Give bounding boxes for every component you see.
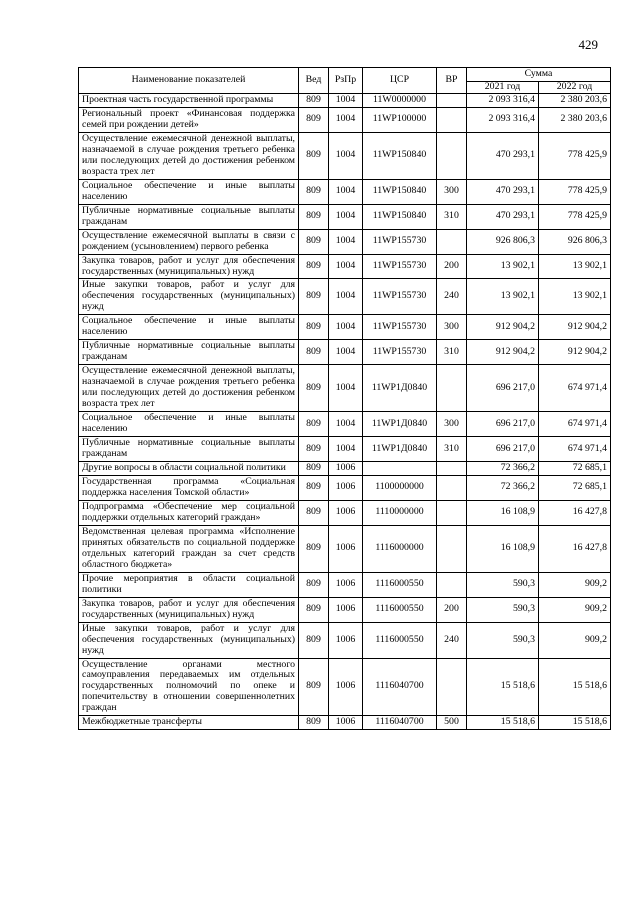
cell-name: Проектная часть государственной программы (79, 93, 299, 107)
cell-name: Государственная программа «Социальная поддержка населения Томской области» (79, 475, 299, 500)
cell-vr (437, 365, 467, 412)
cell-rzpr: 1004 (329, 340, 363, 365)
table-row (79, 622, 611, 658)
cell-2022: 674 971,4 (539, 437, 611, 462)
cell-2022: 912 904,2 (539, 340, 611, 365)
header-2022: 2022 год (539, 81, 611, 93)
cell-vr (437, 132, 467, 179)
cell-vr: 300 (437, 179, 467, 204)
cell-rzpr: 1006 (329, 475, 363, 500)
cell-2022: 912 904,2 (539, 315, 611, 340)
cell-ved: 809 (299, 254, 329, 279)
cell-2021: 72 366,2 (467, 462, 539, 476)
cell-vr: 200 (437, 597, 467, 622)
cell-name: Иные закупки товаров, работ и услуг для обеспечения государственных (муниципальных) нужд (79, 279, 299, 315)
cell-rzpr: 1004 (329, 132, 363, 179)
cell-2021: 470 293,1 (467, 179, 539, 204)
cell-name: Межбюджетные трансферты (79, 716, 299, 730)
cell-2022: 778 425,9 (539, 179, 611, 204)
cell-2022: 72 685,1 (539, 475, 611, 500)
cell-rzpr: 1004 (329, 107, 363, 132)
cell-rzpr: 1004 (329, 412, 363, 437)
cell-2021: 470 293,1 (467, 204, 539, 229)
cell-name: Осуществление ежемесячной денежной выплаты, назначаемой в случае рождения третьего ребенка или последующих детей до достижения ребенком возраста трех лет (79, 132, 299, 179)
cell-csr: 11WP155730 (363, 254, 437, 279)
cell-name: Публичные нормативные социальные выплаты гражданам (79, 204, 299, 229)
cell-2021: 912 904,2 (467, 315, 539, 340)
cell-vr: 500 (437, 716, 467, 730)
cell-rzpr: 1004 (329, 437, 363, 462)
page-number: 429 (578, 37, 598, 52)
cell-2022: 13 902,1 (539, 254, 611, 279)
cell-2022: 72 685,1 (539, 462, 611, 476)
cell-csr: 1100000000 (363, 475, 437, 500)
cell-name: Социальное обеспечение и иные выплаты населению (79, 315, 299, 340)
cell-name: Социальное обеспечение и иные выплаты населению (79, 179, 299, 204)
cell-csr: 1116000550 (363, 622, 437, 658)
cell-2022: 16 427,8 (539, 500, 611, 525)
cell-vr (437, 572, 467, 597)
cell-csr: 11WP155730 (363, 279, 437, 315)
cell-ved: 809 (299, 93, 329, 107)
cell-csr: 11WP155730 (363, 229, 437, 254)
cell-2022: 674 971,4 (539, 412, 611, 437)
cell-ved: 809 (299, 204, 329, 229)
table-row (79, 179, 611, 204)
cell-2021: 13 902,1 (467, 279, 539, 315)
cell-2021: 13 902,1 (467, 254, 539, 279)
table-row (79, 658, 611, 716)
cell-name: Прочие мероприятия в области социальной политики (79, 572, 299, 597)
cell-ved: 809 (299, 107, 329, 132)
header-ved: Вед (299, 68, 329, 94)
cell-2021: 2 093 316,4 (467, 107, 539, 132)
cell-rzpr: 1006 (329, 525, 363, 572)
cell-2022: 15 518,6 (539, 716, 611, 730)
cell-ved: 809 (299, 132, 329, 179)
cell-2021: 15 518,6 (467, 716, 539, 730)
table-row (79, 597, 611, 622)
cell-2021: 590,3 (467, 572, 539, 597)
cell-2021: 696 217,0 (467, 412, 539, 437)
cell-2022: 16 427,8 (539, 525, 611, 572)
cell-ved: 809 (299, 597, 329, 622)
table-row (79, 279, 611, 315)
cell-csr: 1116040700 (363, 716, 437, 730)
table-row (79, 412, 611, 437)
table-row (79, 229, 611, 254)
header-csr: ЦСР (363, 68, 437, 94)
table-row (79, 365, 611, 412)
cell-csr: 1116000550 (363, 572, 437, 597)
cell-name: Закупка товаров, работ и услуг для обеспечения государственных (муниципальных) нужд (79, 254, 299, 279)
cell-csr: 1116000550 (363, 597, 437, 622)
cell-2021: 16 108,9 (467, 525, 539, 572)
table-row (79, 462, 611, 476)
cell-2022: 13 902,1 (539, 279, 611, 315)
cell-2022: 909,2 (539, 622, 611, 658)
cell-rzpr: 1006 (329, 572, 363, 597)
cell-ved: 809 (299, 658, 329, 716)
cell-vr: 300 (437, 412, 467, 437)
cell-2022: 778 425,9 (539, 204, 611, 229)
cell-name: Осуществление органами местного самоуправления передаваемых им отдельных государственных полномочий по опеке и попечительству в отношении совершеннолетних граждан (79, 658, 299, 716)
table-row (79, 572, 611, 597)
cell-2021: 15 518,6 (467, 658, 539, 716)
cell-vr (437, 107, 467, 132)
cell-csr: 1116000000 (363, 525, 437, 572)
cell-name: Закупка товаров, работ и услуг для обеспечения государственных (муниципальных) нужд (79, 597, 299, 622)
cell-2022: 2 380 203,6 (539, 107, 611, 132)
table-row (79, 254, 611, 279)
cell-vr (437, 525, 467, 572)
cell-ved: 809 (299, 340, 329, 365)
cell-2021: 912 904,2 (467, 340, 539, 365)
cell-name: Социальное обеспечение и иные выплаты населению (79, 412, 299, 437)
header-2021: 2021 год (467, 81, 539, 93)
cell-name: Публичные нормативные социальные выплаты гражданам (79, 340, 299, 365)
cell-2022: 909,2 (539, 572, 611, 597)
cell-name: Осуществление ежемесячной выплаты в связи с рождением (усыновлением) первого ребенка (79, 229, 299, 254)
cell-vr: 310 (437, 204, 467, 229)
cell-csr: 1116040700 (363, 658, 437, 716)
cell-ved: 809 (299, 500, 329, 525)
cell-ved: 809 (299, 622, 329, 658)
table-row (79, 475, 611, 500)
cell-2021: 16 108,9 (467, 500, 539, 525)
cell-csr: 11WP100000 (363, 107, 437, 132)
cell-2021: 696 217,0 (467, 437, 539, 462)
cell-name: Осуществление ежемесячной денежной выплаты, назначаемой в случае рождения третьего ребенка или последующих детей до достижения ребенком возраста трех лет (79, 365, 299, 412)
table-row (79, 340, 611, 365)
cell-2021: 590,3 (467, 597, 539, 622)
table-row (79, 132, 611, 179)
cell-vr: 310 (437, 437, 467, 462)
header-row (79, 68, 611, 82)
cell-ved: 809 (299, 462, 329, 476)
cell-ved: 809 (299, 179, 329, 204)
cell-name: Подпрограмма «Обеспечение мер социальной поддержки отдельных категорий граждан» (79, 500, 299, 525)
cell-vr (437, 93, 467, 107)
header-sum: Сумма (467, 68, 611, 82)
table-row (79, 204, 611, 229)
cell-ved: 809 (299, 412, 329, 437)
cell-csr: 11W0000000 (363, 93, 437, 107)
cell-rzpr: 1006 (329, 462, 363, 476)
cell-vr (437, 229, 467, 254)
cell-2021: 926 806,3 (467, 229, 539, 254)
cell-rzpr: 1004 (329, 254, 363, 279)
cell-csr: 11WP150840 (363, 132, 437, 179)
cell-ved: 809 (299, 525, 329, 572)
cell-rzpr: 1004 (329, 204, 363, 229)
table-row (79, 716, 611, 730)
cell-vr (437, 500, 467, 525)
cell-name: Публичные нормативные социальные выплаты гражданам (79, 437, 299, 462)
cell-rzpr: 1006 (329, 597, 363, 622)
cell-2022: 674 971,4 (539, 365, 611, 412)
table-row (79, 525, 611, 572)
cell-vr (437, 462, 467, 476)
cell-2021: 590,3 (467, 622, 539, 658)
cell-ved: 809 (299, 475, 329, 500)
cell-csr: 11WP1Д0840 (363, 412, 437, 437)
cell-vr (437, 475, 467, 500)
cell-csr: 11WP155730 (363, 315, 437, 340)
cell-rzpr: 1006 (329, 658, 363, 716)
cell-2021: 2 093 316,4 (467, 93, 539, 107)
cell-ved: 809 (299, 716, 329, 730)
cell-vr: 200 (437, 254, 467, 279)
cell-name: Ведомственная целевая программа «Исполнение принятых обязательств по социальной поддержке отдельных категорий граждан за счет средств областного бюджета» (79, 525, 299, 572)
cell-rzpr: 1004 (329, 279, 363, 315)
cell-2022: 778 425,9 (539, 132, 611, 179)
cell-name: Региональный проект «Финансовая поддержка семей при рождении детей» (79, 107, 299, 132)
cell-rzpr: 1006 (329, 500, 363, 525)
cell-ved: 809 (299, 229, 329, 254)
cell-2022: 926 806,3 (539, 229, 611, 254)
cell-rzpr: 1006 (329, 716, 363, 730)
cell-2021: 72 366,2 (467, 475, 539, 500)
cell-rzpr: 1006 (329, 622, 363, 658)
cell-ved: 809 (299, 365, 329, 412)
header-name: Наименование показателей (79, 68, 299, 94)
cell-csr: 11WP155730 (363, 340, 437, 365)
table-row (79, 315, 611, 340)
cell-csr: 11WP1Д0840 (363, 365, 437, 412)
cell-name: Другие вопросы в области социальной политики (79, 462, 299, 476)
cell-2022: 909,2 (539, 597, 611, 622)
table-body (79, 93, 611, 729)
cell-csr: 11WP150840 (363, 179, 437, 204)
cell-vr (437, 658, 467, 716)
header-rzpr: РзПр (329, 68, 363, 94)
cell-rzpr: 1004 (329, 315, 363, 340)
cell-vr: 300 (437, 315, 467, 340)
cell-rzpr: 1004 (329, 229, 363, 254)
table-row (79, 500, 611, 525)
cell-ved: 809 (299, 279, 329, 315)
cell-csr: 1110000000 (363, 500, 437, 525)
cell-csr: 11WP1Д0840 (363, 437, 437, 462)
cell-2021: 696 217,0 (467, 365, 539, 412)
cell-ved: 809 (299, 315, 329, 340)
cell-csr (363, 462, 437, 476)
cell-2021: 470 293,1 (467, 132, 539, 179)
cell-ved: 809 (299, 437, 329, 462)
cell-name: Иные закупки товаров, работ и услуг для обеспечения государственных (муниципальных) нужд (79, 622, 299, 658)
cell-2022: 15 518,6 (539, 658, 611, 716)
cell-rzpr: 1004 (329, 179, 363, 204)
cell-csr: 11WP150840 (363, 204, 437, 229)
cell-rzpr: 1004 (329, 365, 363, 412)
cell-2022: 2 380 203,6 (539, 93, 611, 107)
cell-ved: 809 (299, 572, 329, 597)
cell-vr: 240 (437, 279, 467, 315)
cell-vr: 310 (437, 340, 467, 365)
cell-vr: 240 (437, 622, 467, 658)
table-row (79, 93, 611, 107)
table-row (79, 107, 611, 132)
budget-table (78, 67, 611, 730)
table-row (79, 437, 611, 462)
header-vr: ВР (437, 68, 467, 94)
cell-rzpr: 1004 (329, 93, 363, 107)
